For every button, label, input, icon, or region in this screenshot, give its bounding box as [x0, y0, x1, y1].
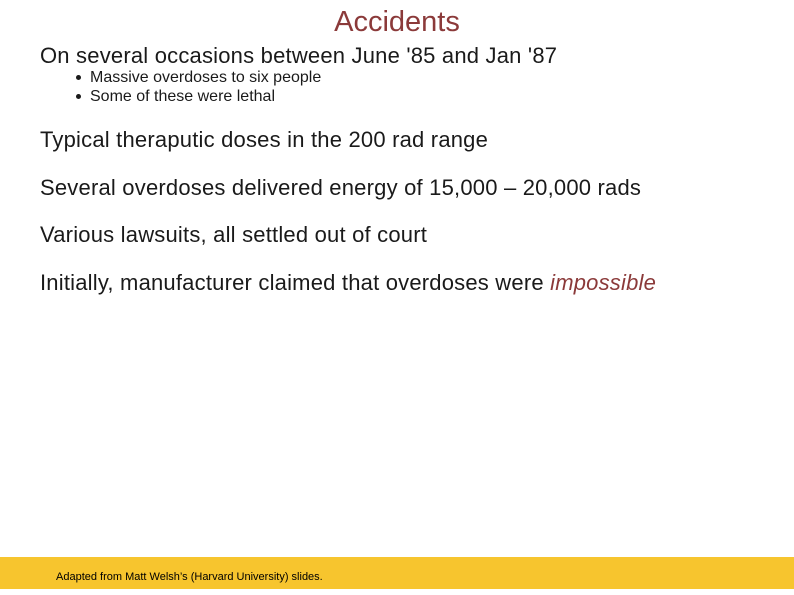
footer-band: [0, 557, 794, 589]
sub-point-text: Massive overdoses to six people: [90, 69, 322, 86]
point-overdose-energy: Several overdoses delivered energy of 15,000 – 20,000 rads: [40, 175, 642, 200]
sub-point: [74, 87, 321, 106]
footer-credit: Adapted from Matt Welsh’s (Harvard University) slides.: [56, 571, 323, 583]
point-manufacturer-claim: [40, 269, 656, 297]
sub-point-text: Some of these were lethal: [90, 88, 275, 105]
point-manufacturer-claim-text: Initially, manufacturer claimed that overdoses were: [40, 270, 551, 295]
sub-point-list: [74, 68, 321, 106]
emphasis-impossible: impossible: [550, 270, 657, 295]
bullet-dot-icon: [76, 75, 81, 80]
point-lawsuits: Various lawsuits, all settled out of court: [40, 222, 428, 247]
point-typical-doses: Typical theraputic doses in the 200 rad range: [40, 127, 489, 152]
point-occasions: On several occasions between June '85 and Jan '87: [40, 43, 558, 68]
sub-point: [74, 68, 321, 87]
bullet-dot-icon: [76, 94, 81, 99]
slide-title: Accidents: [334, 6, 460, 38]
